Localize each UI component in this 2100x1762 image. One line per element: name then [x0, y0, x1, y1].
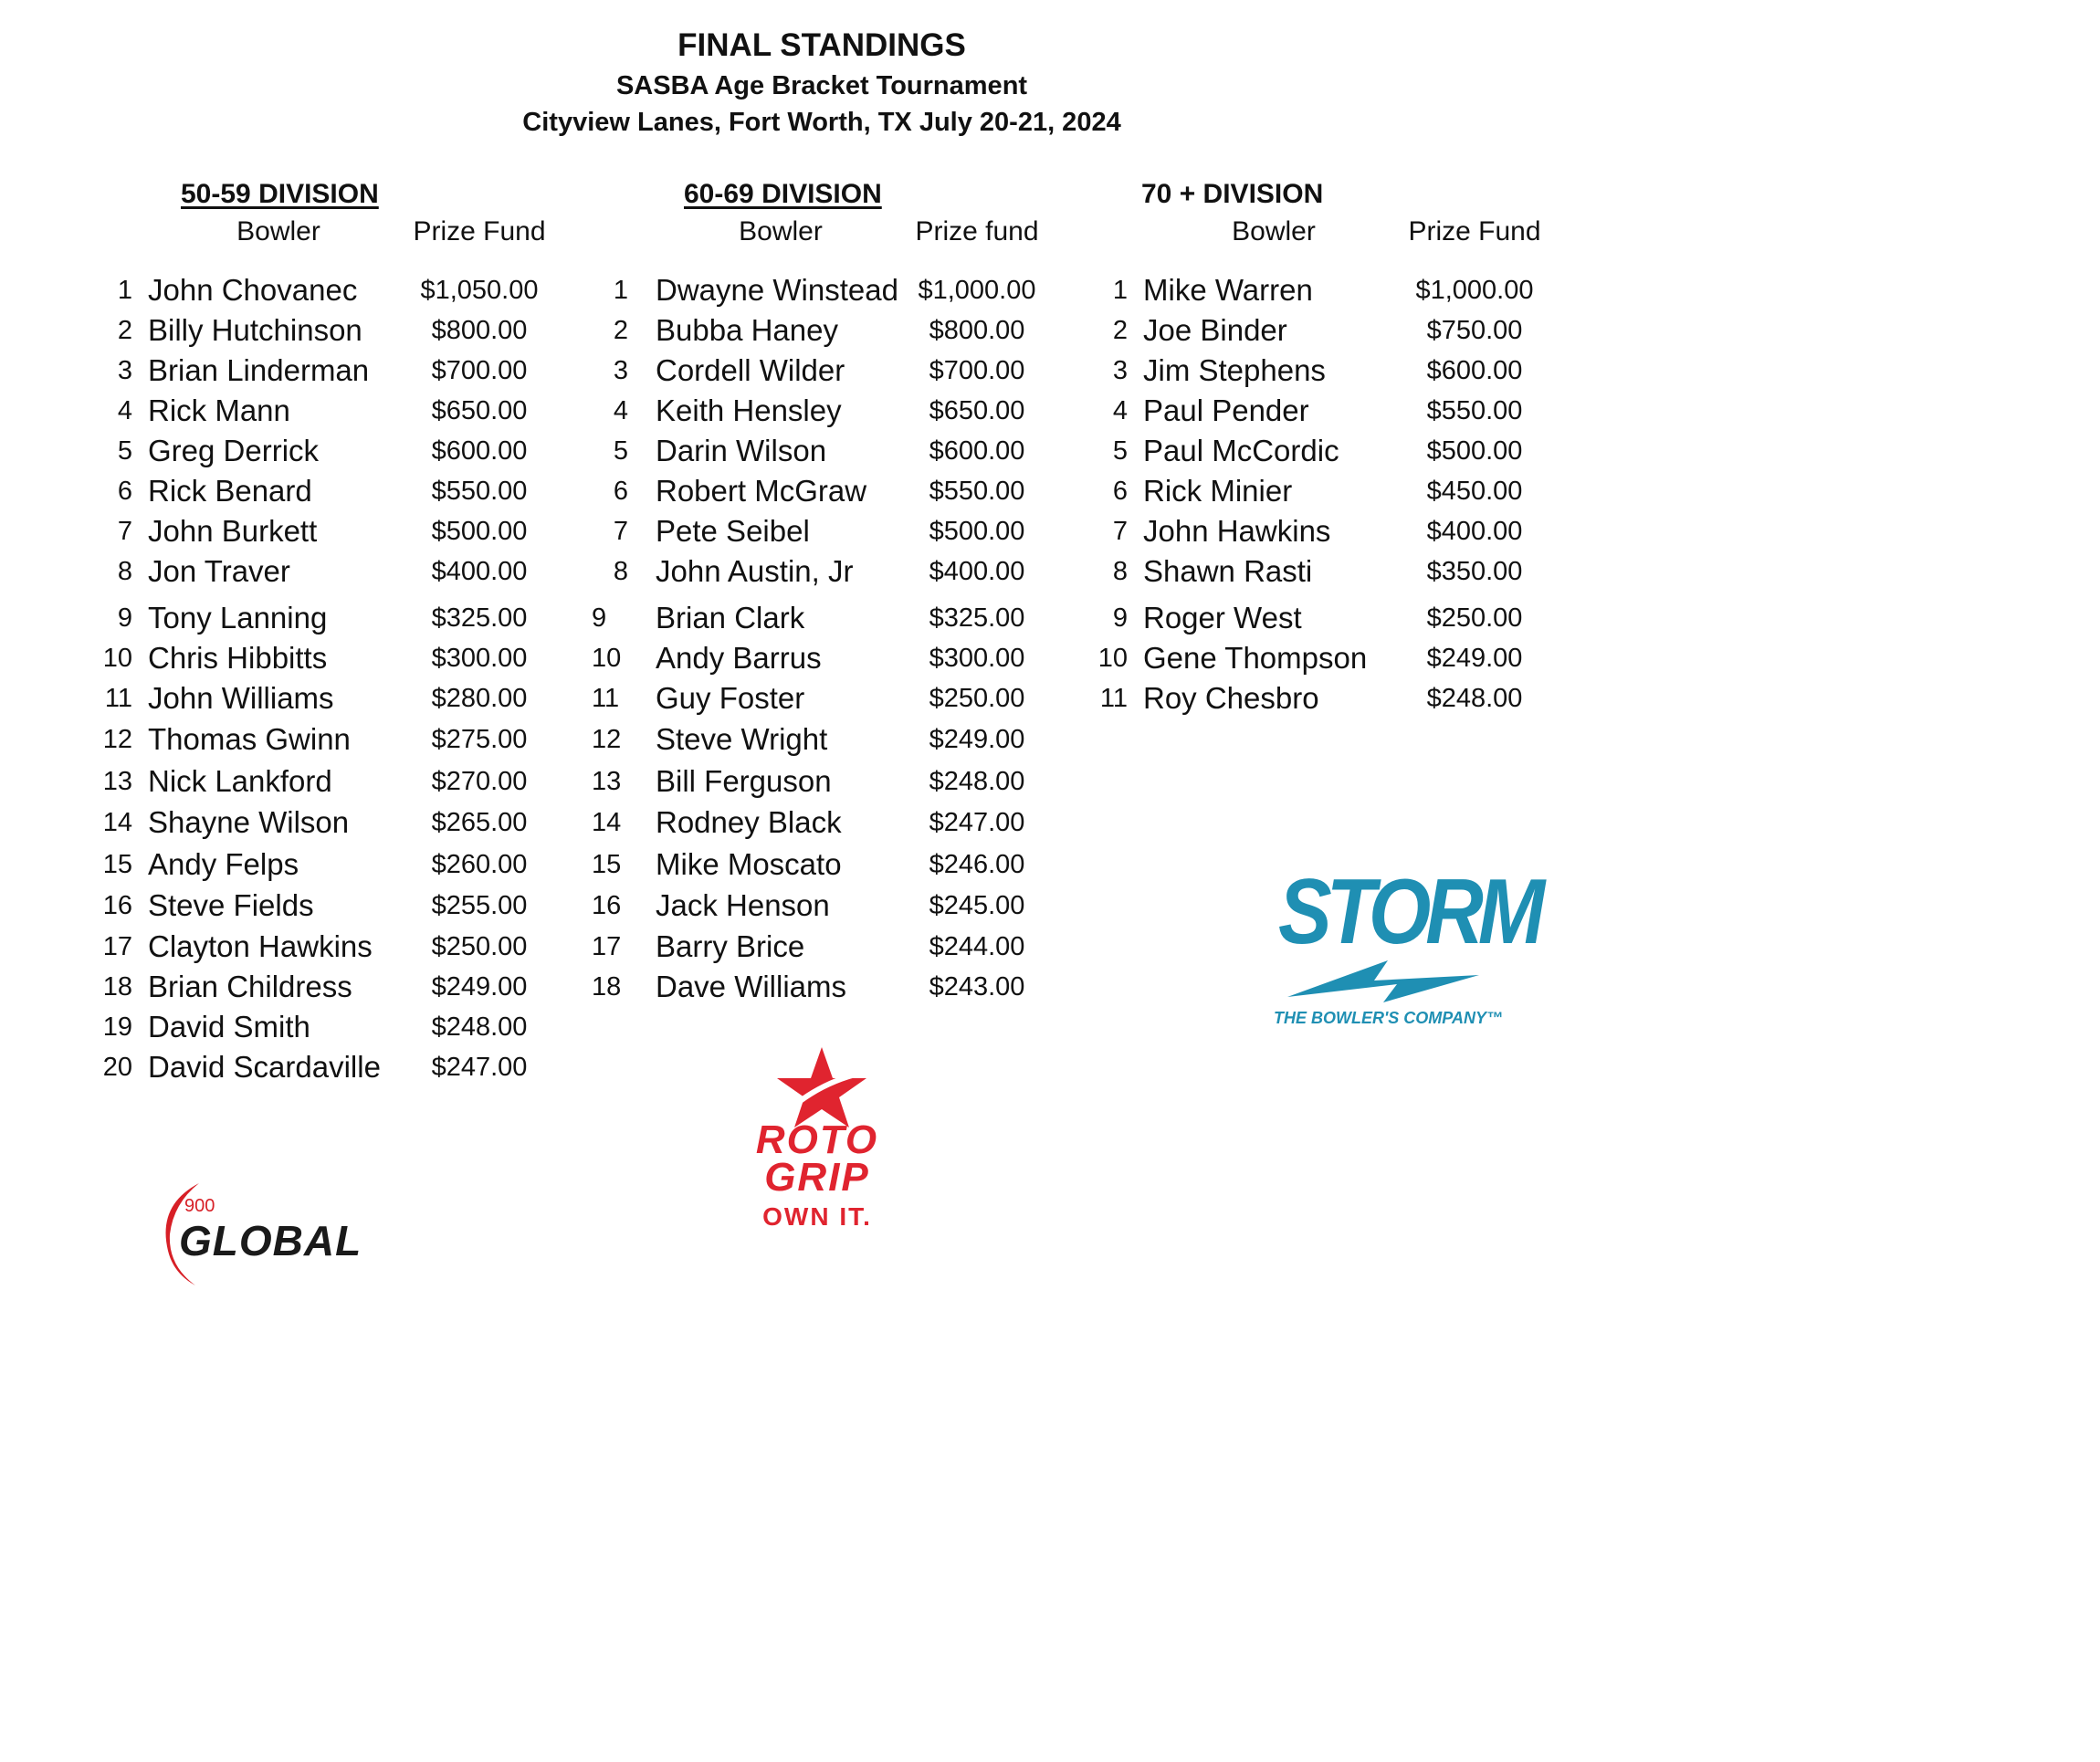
bowler-name: John Hawkins	[1143, 514, 1331, 548]
prize-amount: $275.00	[431, 725, 528, 754]
table-row	[0, 1047, 2100, 1087]
bowler-name: Andy Barrus	[656, 641, 822, 675]
900-global-logo	[155, 1178, 374, 1296]
prize-amount: $247.00	[929, 808, 1025, 837]
prize-amount: $600.00	[929, 436, 1025, 466]
bowler-name: Brian Childress	[148, 970, 352, 1003]
rotogrip-logo	[726, 1045, 927, 1231]
rank: 12	[592, 725, 622, 754]
bowler-name: Darin Wilson	[656, 434, 827, 467]
bowler-header: Bowler	[1232, 216, 1316, 246]
rank: 5	[1112, 436, 1128, 466]
rank: 2	[1112, 316, 1128, 345]
prize-amount: $550.00	[431, 477, 528, 506]
table-row	[0, 927, 2100, 967]
rank: 16	[592, 891, 622, 920]
rank: 11	[1099, 684, 1128, 713]
rank: 4	[1112, 396, 1128, 425]
rank: 2	[117, 316, 132, 345]
bowler-name: Brian Clark	[656, 601, 805, 635]
table-row	[0, 844, 2100, 885]
bowler-name: Shayne Wilson	[148, 805, 350, 839]
bowler-name: Guy Foster	[656, 681, 805, 715]
bowler-name: Andy Felps	[148, 847, 299, 881]
prize-amount: $248.00	[1426, 684, 1523, 713]
prize-amount: $500.00	[1426, 436, 1523, 466]
prize-amount: $550.00	[1426, 396, 1523, 425]
bowler-name: Greg Derrick	[148, 434, 320, 467]
rank: 12	[102, 725, 132, 754]
table-row	[0, 270, 2100, 310]
rank: 13	[592, 767, 622, 796]
bowler-name: Paul McCordic	[1143, 434, 1339, 467]
prize-amount: $1,050.00	[420, 276, 539, 305]
prize-amount: $250.00	[929, 684, 1025, 713]
global-number: 900	[184, 1196, 215, 1216]
prize-amount: $400.00	[431, 557, 528, 586]
bowler-name: Clayton Hawkins	[148, 929, 373, 963]
prize-amount: $700.00	[929, 356, 1025, 385]
prize-amount: $247.00	[431, 1053, 528, 1082]
prize-amount: $450.00	[1426, 477, 1523, 506]
table-row	[0, 967, 2100, 1007]
prize-amount: $280.00	[431, 684, 528, 713]
rank: 4	[613, 396, 628, 425]
storm-wordmark: STORM	[1278, 859, 1540, 963]
table-row	[0, 638, 2100, 678]
table-row	[0, 678, 2100, 718]
rank: 5	[117, 436, 132, 466]
rank: 2	[613, 316, 628, 345]
global-wordmark: GLOBAL	[179, 1217, 362, 1264]
bowler-name: Thomas Gwinn	[148, 722, 351, 756]
bowler-name: Jack Henson	[656, 888, 830, 922]
rotogrip-tagline: OWN IT.	[762, 1202, 872, 1231]
rank: 14	[102, 808, 132, 837]
rank: 6	[117, 477, 132, 506]
prize-amount: $255.00	[431, 891, 528, 920]
prize-amount: $249.00	[1426, 644, 1523, 673]
bowler-name: Brian Linderman	[148, 353, 370, 387]
bowler-name: Bubba Haney	[656, 313, 838, 347]
prize-amount: $400.00	[1426, 517, 1523, 546]
bowler-name: Tony Lanning	[148, 601, 328, 635]
prize-amount: $1,000.00	[1415, 276, 1534, 305]
prize-amount: $600.00	[431, 436, 528, 466]
prize-amount: $650.00	[929, 396, 1025, 425]
prize-amount: $244.00	[929, 932, 1025, 961]
bowler-name: Rick Benard	[148, 474, 312, 508]
table-row	[0, 1007, 2100, 1047]
rank: 18	[592, 972, 622, 1002]
table-row	[0, 351, 2100, 391]
bowler-name: John Austin, Jr	[656, 554, 854, 588]
prize-amount: $325.00	[929, 603, 1025, 633]
bowler-name: Nick Lankford	[148, 764, 332, 798]
rank: 9	[592, 603, 607, 633]
prize-amount: $265.00	[431, 808, 528, 837]
storm-tagline: THE BOWLER'S COMPANY™	[1274, 1009, 1503, 1027]
bowler-name: Bill Ferguson	[656, 764, 832, 798]
rank: 7	[1112, 517, 1128, 546]
bowler-name: Dave Williams	[656, 970, 847, 1003]
bowler-name: Rick Minier	[1143, 474, 1293, 508]
prize-amount: $243.00	[929, 972, 1025, 1002]
division-title-60-69: 60-69 DIVISION	[684, 179, 882, 209]
rank: 7	[117, 517, 132, 546]
rank: 8	[613, 557, 628, 586]
rank: 9	[1112, 603, 1128, 633]
rank: 9	[117, 603, 132, 633]
bowler-name: Gene Thompson	[1143, 641, 1368, 675]
rank: 8	[117, 557, 132, 586]
bowler-name: Paul Pender	[1143, 393, 1309, 427]
lightning-bolt-icon	[1287, 959, 1488, 1004]
bowler-name: Rodney Black	[656, 805, 842, 839]
prize-amount: $249.00	[929, 725, 1025, 754]
prize-header: Prize fund	[915, 216, 1039, 246]
prize-amount: $260.00	[431, 850, 528, 879]
rank: 13	[102, 767, 132, 796]
bowler-name: Steve Wright	[656, 722, 828, 756]
bowler-name: Robert McGraw	[656, 474, 867, 508]
table-row	[0, 431, 2100, 471]
prize-header: Prize Fund	[413, 216, 546, 246]
star-icon	[772, 1045, 872, 1127]
prize-amount: $246.00	[929, 850, 1025, 879]
division-title-70-plus: 70 + DIVISION	[1141, 179, 1324, 209]
prize-amount: $400.00	[929, 557, 1025, 586]
bowler-name: Steve Fields	[148, 888, 314, 922]
rank: 8	[1112, 557, 1128, 586]
table-row	[0, 802, 2100, 843]
prize-amount: $750.00	[1426, 316, 1523, 345]
bowler-name: Roger West	[1143, 601, 1302, 635]
rank: 15	[102, 850, 132, 879]
bowler-name: Jim Stephens	[1143, 353, 1326, 387]
prize-amount: $800.00	[929, 316, 1025, 345]
rank: 15	[592, 850, 622, 879]
rank: 3	[117, 356, 132, 385]
bowler-name: Barry Brice	[656, 929, 805, 963]
prize-header: Prize Fund	[1408, 216, 1541, 246]
prize-amount: $650.00	[431, 396, 528, 425]
tournament-name: SASBA Age Bracket Tournament	[615, 71, 1028, 100]
bowler-name: David Smith	[148, 1010, 310, 1044]
rank: 14	[592, 808, 622, 837]
prize-amount: $550.00	[929, 477, 1025, 506]
rank: 10	[1097, 644, 1128, 673]
bowler-name: Keith Hensley	[656, 393, 842, 427]
rotogrip-wordmark-grip: GRIP	[764, 1155, 870, 1200]
bowler-name: Mike Warren	[1143, 273, 1313, 307]
rank: 17	[102, 932, 132, 961]
prize-amount: $800.00	[431, 316, 528, 345]
rank: 10	[102, 644, 132, 673]
rank: 19	[102, 1012, 132, 1042]
rank: 20	[102, 1053, 132, 1082]
storm-logo	[1260, 858, 1540, 1041]
rank: 3	[1112, 356, 1128, 385]
page-title: FINAL STANDINGS	[677, 27, 966, 63]
prize-amount: $325.00	[431, 603, 528, 633]
table-row	[0, 886, 2100, 926]
rank: 17	[592, 932, 622, 961]
rank: 7	[613, 517, 628, 546]
rank: 1	[1112, 276, 1128, 305]
prize-amount: $270.00	[431, 767, 528, 796]
bowler-name: David Scardaville	[148, 1050, 381, 1084]
rank: 6	[1112, 477, 1128, 506]
table-row	[0, 719, 2100, 760]
table-row	[0, 511, 2100, 551]
prize-amount: $500.00	[929, 517, 1025, 546]
table-row	[0, 391, 2100, 431]
bowler-name: Mike Moscato	[656, 847, 842, 881]
prize-amount: $1,000.00	[918, 276, 1036, 305]
prize-amount: $600.00	[1426, 356, 1523, 385]
prize-amount: $245.00	[929, 891, 1025, 920]
prize-amount: $250.00	[1426, 603, 1523, 633]
bowler-name: Dwayne Winstead	[656, 273, 898, 307]
prize-amount: $249.00	[431, 972, 528, 1002]
rank: 1	[613, 276, 628, 305]
rank: 3	[613, 356, 628, 385]
bowler-header: Bowler	[739, 216, 823, 246]
bowler-name: Jon Traver	[148, 554, 290, 588]
division-title-50-59: 50-59 DIVISION	[181, 179, 379, 209]
prize-amount: $248.00	[431, 1012, 528, 1042]
bowler-name: Joe Binder	[1143, 313, 1287, 347]
rank: 16	[102, 891, 132, 920]
table-row	[0, 310, 2100, 351]
rotogrip-wordmark-roto: ROTO	[755, 1117, 879, 1162]
rank: 1	[117, 276, 132, 305]
bowler-name: Rick Mann	[148, 393, 290, 427]
tournament-location-date: Cityview Lanes, Fort Worth, TX July 20-21, 2024	[522, 108, 1121, 137]
bowler-name: John Chovanec	[148, 273, 358, 307]
rank: 6	[613, 477, 628, 506]
rank: 4	[117, 396, 132, 425]
bowler-name: John Williams	[148, 681, 334, 715]
rank: 11	[104, 684, 132, 713]
table-row	[0, 761, 2100, 802]
bowler-name: Roy Chesbro	[1143, 681, 1319, 715]
rank: 10	[592, 644, 622, 673]
table-row	[0, 551, 2100, 592]
prize-amount: $350.00	[1426, 557, 1523, 586]
bowler-name: Chris Hibbitts	[148, 641, 328, 675]
bowler-header: Bowler	[236, 216, 320, 246]
bowler-name: Billy Hutchinson	[148, 313, 362, 347]
prize-amount: $700.00	[431, 356, 528, 385]
bowler-name: John Burkett	[148, 514, 318, 548]
bowler-name: Shawn Rasti	[1143, 554, 1313, 588]
table-row	[0, 471, 2100, 511]
prize-amount: $248.00	[929, 767, 1025, 796]
bowler-name: Pete Seibel	[656, 514, 810, 548]
prize-amount: $300.00	[929, 644, 1025, 673]
table-row	[0, 598, 2100, 638]
rank: 11	[592, 684, 620, 713]
prize-amount: $250.00	[431, 932, 528, 961]
rank: 5	[613, 436, 628, 466]
rank: 18	[102, 972, 132, 1002]
prize-amount: $500.00	[431, 517, 528, 546]
bowler-name: Cordell Wilder	[656, 353, 845, 387]
prize-amount: $300.00	[431, 644, 528, 673]
